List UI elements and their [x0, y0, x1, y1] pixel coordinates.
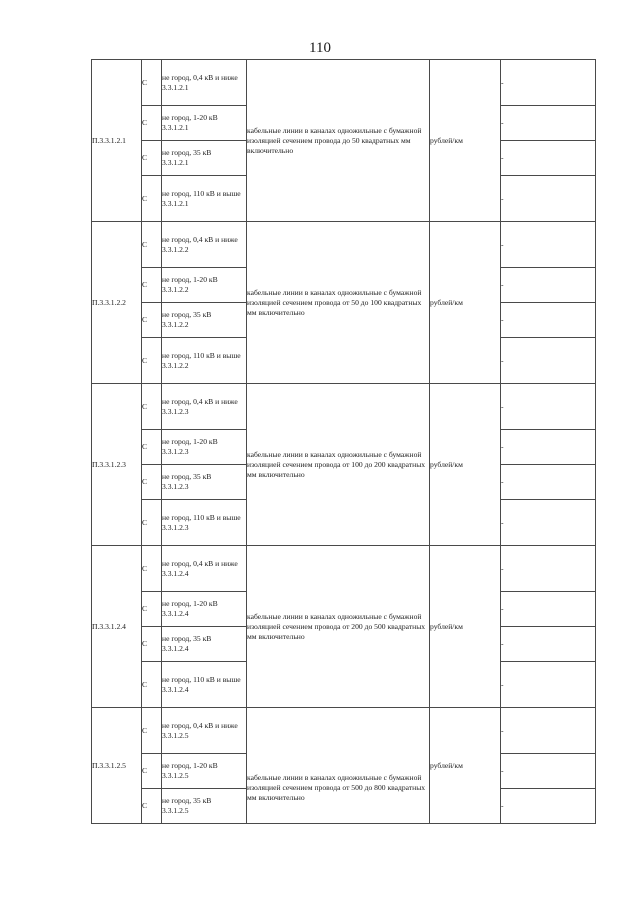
row-value: - [501, 384, 596, 430]
row-subitem [162, 627, 247, 662]
row-value: - [501, 176, 596, 222]
row-code: 3.3.1.2.1 [162, 82, 189, 92]
group-description: кабельные линии в каналах одножильные с бумажной изоляцией сечением провода от 500 до 800 квадратных мм включительно [247, 708, 430, 824]
row-code: 3.3.1.2.5 [162, 806, 189, 815]
table-row [92, 546, 596, 592]
row-label: не город, 110 кВ и выше [162, 350, 241, 360]
row-subitem [162, 60, 247, 106]
row-subitem [162, 384, 247, 430]
row-value: - [501, 546, 596, 592]
tariff-table [91, 59, 596, 824]
row-letter: С [142, 430, 162, 465]
row-letter: С [142, 268, 162, 303]
table-row [92, 384, 596, 430]
row-code: 3.3.1.2.3 [162, 522, 189, 532]
row-code: 3.3.1.2.2 [162, 320, 189, 329]
row-label: не город, 1-20 кВ [162, 761, 218, 770]
row-value: - [501, 500, 596, 546]
row-value: - [501, 222, 596, 268]
group-description: кабельные линии в каналах одножильные с бумажной изоляцией сечением провода от 200 до 500 квадратных мм включительно [247, 546, 430, 708]
row-code: 3.3.1.2.3 [162, 447, 189, 456]
row-label: не город, 0,4 кВ и ниже [162, 72, 238, 82]
page-number: 110 [309, 40, 331, 56]
row-label: не город, 35 кВ [162, 472, 212, 481]
group-unit: рублей/км [430, 708, 501, 824]
row-label: не город, 110 кВ и выше [162, 188, 241, 198]
row-subitem [162, 176, 247, 222]
row-code: 3.3.1.2.4 [162, 684, 189, 694]
row-letter: С [142, 592, 162, 627]
row-code: 3.3.1.2.4 [162, 644, 189, 653]
row-value: - [501, 662, 596, 708]
group-description: кабельные линии в каналах одножильные с бумажной изоляцией сечением провода от 50 до 100 квадратных мм включительно [247, 222, 430, 384]
row-label: не город, 0,4 кВ и ниже [162, 234, 238, 244]
group-code: П.3.3.1.2.5 [92, 708, 142, 824]
row-label: не город, 1-20 кВ [162, 599, 218, 608]
row-value: - [501, 430, 596, 465]
table-row [92, 60, 596, 106]
row-subitem [162, 222, 247, 268]
row-letter: С [142, 141, 162, 176]
group-description: кабельные линии в каналах одножильные с бумажной изоляцией сечением провода до 50 квадратных мм включительно [247, 60, 430, 222]
row-code: 3.3.1.2.5 [162, 730, 189, 740]
row-letter: С [142, 662, 162, 708]
group-code: П.3.3.1.2.3 [92, 384, 142, 546]
row-letter: С [142, 338, 162, 384]
group-code: П.3.3.1.2.1 [92, 60, 142, 222]
row-subitem [162, 465, 247, 500]
row-subitem [162, 141, 247, 176]
row-letter: С [142, 60, 162, 106]
row-label: не город, 110 кВ и выше [162, 674, 241, 684]
row-label: не город, 35 кВ [162, 148, 212, 157]
row-subitem [162, 303, 247, 338]
group-description: кабельные линии в каналах одножильные с бумажной изоляцией сечением провода от 100 до 200 квадратных мм включительно [247, 384, 430, 546]
row-label: не город, 0,4 кВ и ниже [162, 720, 238, 730]
table-row [92, 708, 596, 754]
row-letter: С [142, 222, 162, 268]
row-letter: С [142, 176, 162, 222]
row-value: - [501, 789, 596, 824]
row-label: не город, 35 кВ [162, 634, 212, 643]
row-letter: С [142, 500, 162, 546]
row-subitem [162, 662, 247, 708]
row-letter: С [142, 303, 162, 338]
group-code: П.3.3.1.2.4 [92, 546, 142, 708]
row-letter: С [142, 546, 162, 592]
row-subitem [162, 268, 247, 303]
row-code: 3.3.1.2.4 [162, 568, 189, 578]
group-unit: рублей/км [430, 546, 501, 708]
row-value: - [501, 106, 596, 141]
row-code: 3.3.1.2.5 [162, 771, 189, 780]
row-value: - [501, 708, 596, 754]
row-label: не город, 110 кВ и выше [162, 512, 241, 522]
row-value: - [501, 592, 596, 627]
row-code: 3.3.1.2.3 [162, 482, 189, 491]
row-label: не город, 0,4 кВ и ниже [162, 558, 238, 568]
row-letter: С [142, 754, 162, 789]
row-label: не город, 1-20 кВ [162, 275, 218, 284]
row-value: - [501, 268, 596, 303]
row-label: не город, 35 кВ [162, 310, 212, 319]
row-label: не город, 0,4 кВ и ниже [162, 396, 238, 406]
row-value: - [501, 465, 596, 500]
row-letter: С [142, 465, 162, 500]
row-label: не город, 1-20 кВ [162, 113, 218, 122]
row-value: - [501, 627, 596, 662]
row-subitem [162, 754, 247, 789]
row-code: 3.3.1.2.4 [162, 609, 189, 618]
group-unit: рублей/км [430, 222, 501, 384]
group-code: П.3.3.1.2.2 [92, 222, 142, 384]
row-subitem [162, 546, 247, 592]
row-code: 3.3.1.2.1 [162, 158, 189, 167]
row-subitem [162, 789, 247, 824]
group-unit: рублей/км [430, 60, 501, 222]
row-letter: С [142, 627, 162, 662]
row-subitem [162, 708, 247, 754]
row-code: 3.3.1.2.1 [162, 198, 189, 208]
row-code: 3.3.1.2.2 [162, 360, 189, 370]
row-subitem [162, 592, 247, 627]
row-letter: С [142, 384, 162, 430]
row-letter: С [142, 708, 162, 754]
row-label: не город, 35 кВ [162, 796, 212, 805]
row-value: - [501, 303, 596, 338]
row-letter: С [142, 106, 162, 141]
row-subitem [162, 338, 247, 384]
group-unit: рублей/км [430, 384, 501, 546]
row-code: 3.3.1.2.1 [162, 123, 189, 132]
row-value: - [501, 338, 596, 384]
row-code: 3.3.1.2.2 [162, 285, 189, 294]
row-code: 3.3.1.2.3 [162, 406, 189, 416]
row-value: - [501, 60, 596, 106]
row-code: 3.3.1.2.2 [162, 244, 189, 254]
table-body [92, 60, 596, 824]
row-label: не город, 1-20 кВ [162, 437, 218, 446]
row-value: - [501, 141, 596, 176]
row-letter: С [142, 789, 162, 824]
table-row [92, 222, 596, 268]
row-subitem [162, 106, 247, 141]
row-subitem [162, 500, 247, 546]
row-subitem [162, 430, 247, 465]
row-value: - [501, 754, 596, 789]
